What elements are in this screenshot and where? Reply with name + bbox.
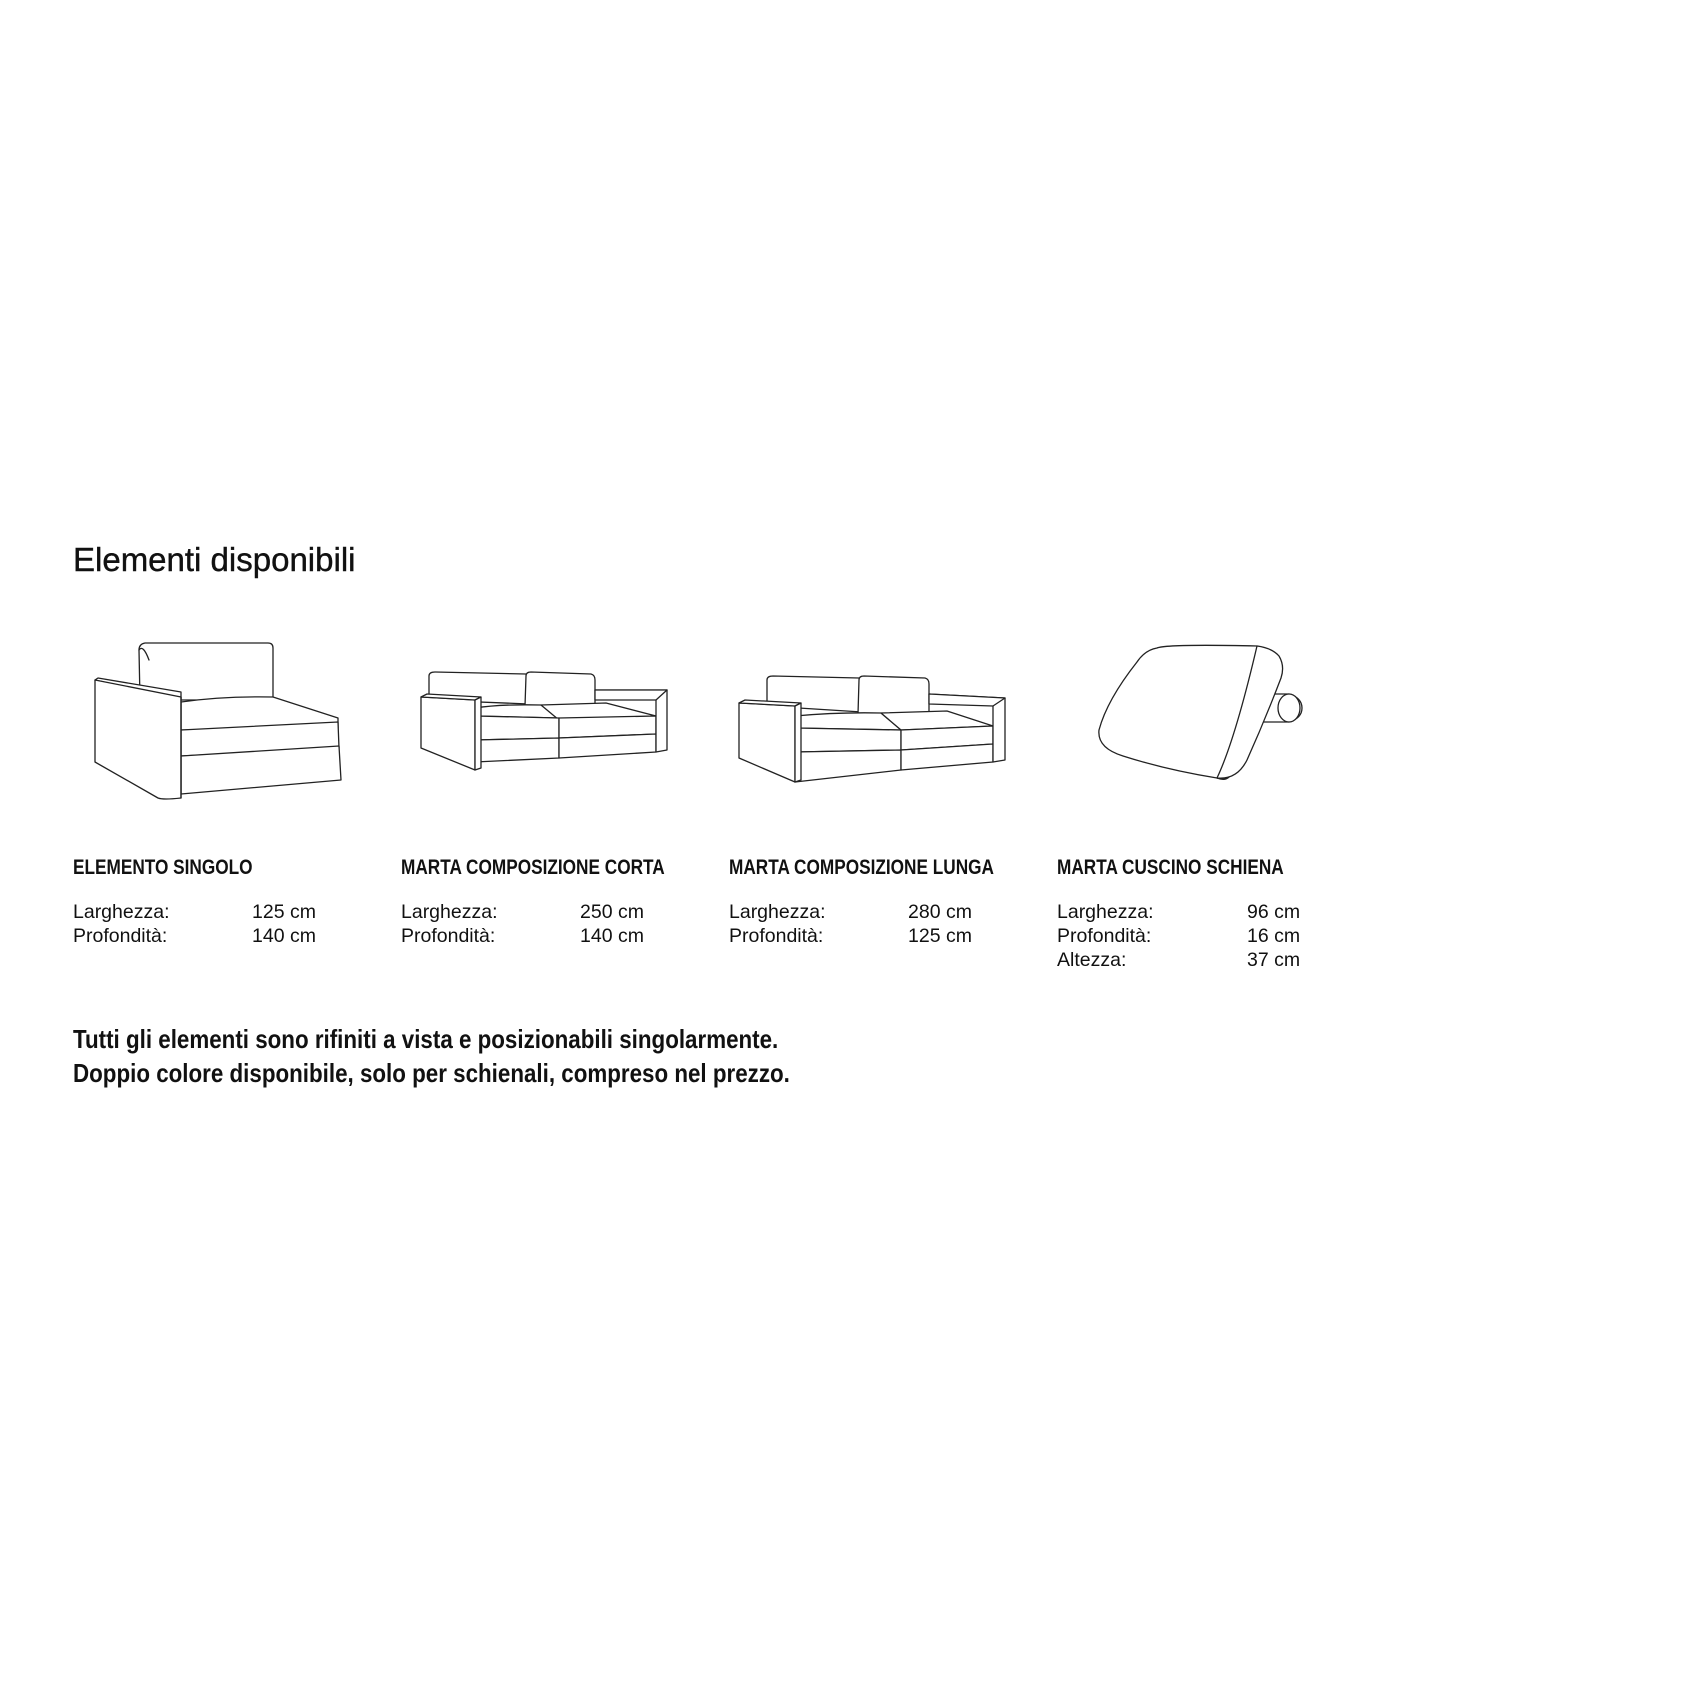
- short-sofa-icon: [401, 0, 711, 820]
- spec-label: Larghezza:: [1057, 901, 1154, 923]
- spec-value: 250 cm: [580, 901, 644, 923]
- spec-value: 140 cm: [580, 925, 644, 947]
- spec-label: Altezza:: [1057, 949, 1127, 971]
- long-sofa-icon: [729, 0, 1039, 820]
- armchair-icon: [73, 0, 383, 820]
- back-cushion-icon: [1057, 0, 1367, 820]
- spec-value: 280 cm: [908, 901, 972, 923]
- spec-value: 16 cm: [1247, 925, 1301, 947]
- spec-value: 125 cm: [908, 925, 972, 947]
- product-item-cuscino-schiena: [1057, 0, 1367, 1000]
- spec-label: Profondità:: [73, 925, 168, 947]
- product-item-elemento-singolo: [73, 0, 383, 1000]
- spec-label: Profondità:: [729, 925, 824, 947]
- spec-label: Profondità:: [1057, 925, 1152, 947]
- page-title: Elementi disponibili: [73, 541, 356, 578]
- finishing-note: [73, 1022, 790, 1090]
- spec-label: Larghezza:: [73, 901, 170, 923]
- note-line: Tutti gli elementi sono rifiniti a vista e posizionabili singolarmente.: [73, 1024, 779, 1054]
- spec-label: Larghezza:: [729, 901, 826, 923]
- item-name: MARTA COMPOSIZIONE LUNGA: [729, 856, 994, 879]
- item-name: MARTA CUSCINO SCHIENA: [1057, 856, 1284, 879]
- product-item-composizione-corta: [401, 0, 711, 1000]
- spec-value: 37 cm: [1247, 949, 1301, 971]
- spec-value: 125 cm: [252, 901, 316, 923]
- item-name: MARTA COMPOSIZIONE CORTA: [401, 856, 665, 879]
- spec-value: 96 cm: [1247, 901, 1301, 923]
- spec-value: 140 cm: [252, 925, 316, 947]
- spec-label: Profondità:: [401, 925, 496, 947]
- product-item-composizione-lunga: [729, 0, 1039, 1000]
- item-name: ELEMENTO SINGOLO: [73, 856, 253, 879]
- spec-label: Larghezza:: [401, 901, 498, 923]
- note-line: Doppio colore disponibile, solo per schienali, compreso nel prezzo.: [73, 1058, 790, 1088]
